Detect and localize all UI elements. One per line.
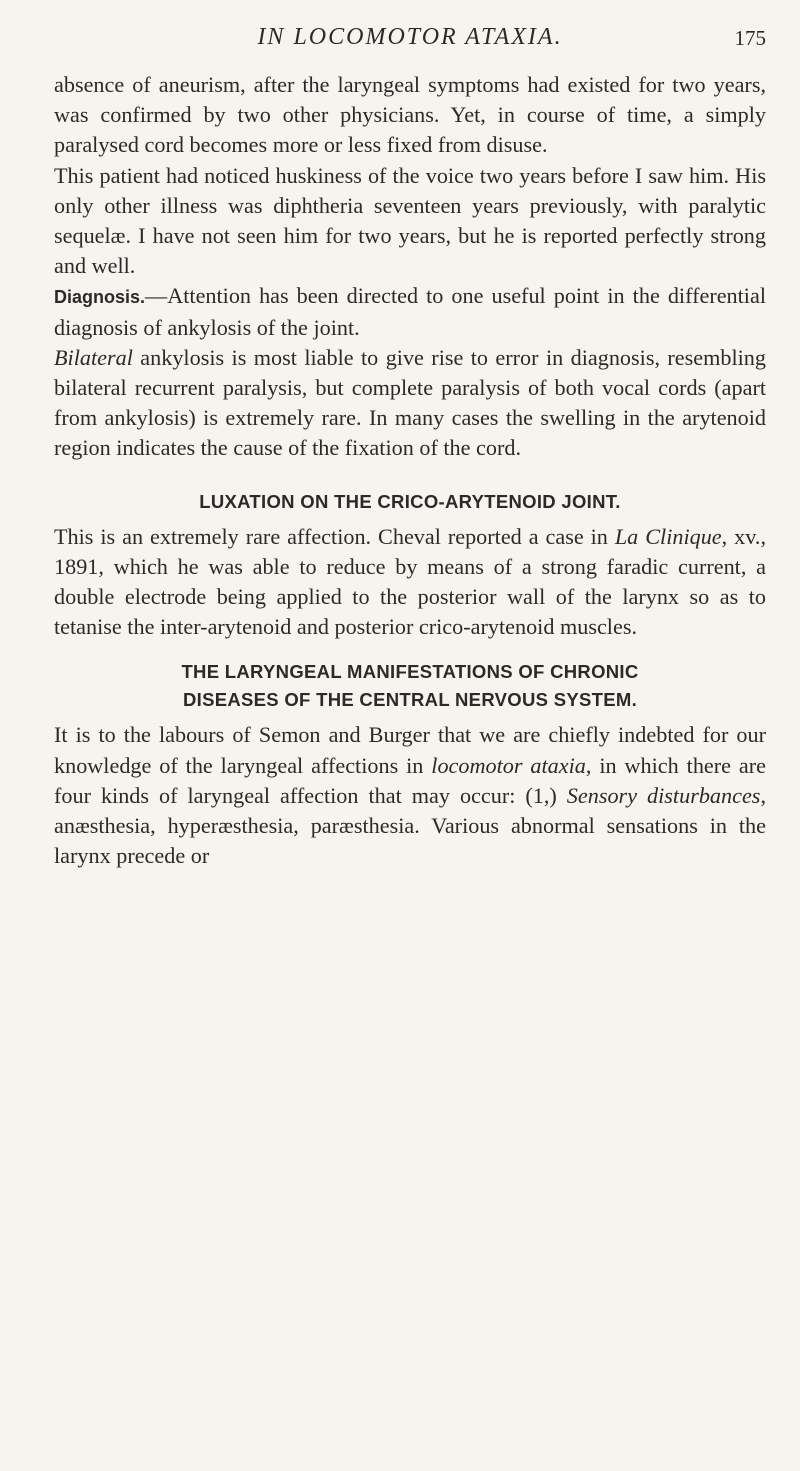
la-clinique-italic: La Clinique (614, 523, 722, 549)
bilateral-italic: Bilateral (54, 344, 133, 370)
running-title: IN LOCOMOTOR ATAXIA. (257, 24, 563, 50)
section-title-line-2: DISEASES OF THE CENTRAL NERVOUS SYSTEM. (182, 689, 638, 711)
locomotor-ataxia-italic: locomotor ataxia (431, 752, 586, 778)
diagnosis-side-head: Diagnosis. (54, 287, 146, 308)
running-head (54, 18, 766, 58)
paragraph-luxation (54, 522, 766, 643)
paragraph-patient-history: This patient had noticed huskiness of the voice two years before I saw him. His only other illness was diphtheria seventeen years previously, with paralytic sequelæ. I have not seen him for two years, but he is reported perfectly strong and well. (54, 162, 766, 279)
section-title-laryngeal-manifestations (54, 658, 766, 714)
body-text (54, 70, 766, 871)
page-number: 175 (734, 26, 766, 50)
section-title-luxation: LUXATION ON THE CRICO-ARYTENOID JOINT. (199, 490, 621, 512)
paragraph-semon-burger (54, 720, 766, 871)
bilateral-text: ankylosis is most liable to give rise to error in diagnosis, resembling bilateral recurrent paralysis, but complete paralysis of both vocal cords (apart from ankylosis) is extremely rare. In many cases the swelling in the arytenoid region indicates the cause of the fixation of the cord. (54, 344, 766, 461)
semon-text-a: It is to the labours of Semon and Burger that we are chiefly indebted for our knowledge of the laryngeal affections in (54, 722, 766, 778)
paragraph-bilateral (54, 343, 766, 464)
paragraph-diagnosis (54, 281, 766, 342)
diagnosis-text: —Attention has been directed to one useful point in the differential diagnosis of ankylosis of the joint. (54, 283, 766, 340)
luxation-text-a: This is an extremely rare affection. Cheval reported a case in (54, 523, 615, 549)
sensory-disturbances-italic: Sensory disturbances (566, 782, 761, 808)
paragraph-aneurism: absence of aneurism, after the laryngeal symptoms had existed for two years, was confirmed by two other physicians. Yet, in course of time, a simply paralysed cord becomes more or less fixed from disuse. (54, 72, 766, 158)
section-title-line-1: THE LARYNGEAL MANIFESTATIONS OF CHRONIC (181, 661, 639, 683)
luxation-text-b: , xv., 1891, which he was able to reduce by means of a strong faradic current, a double electrode being applied to the posterior wall of the larynx so as to tetanise the inter-arytenoid and posterior crico-arytenoid muscles. (54, 523, 766, 640)
semon-text-b: , in which there are four kinds of laryngeal affection that may occur: (1,) (54, 752, 766, 808)
semon-text-c: , anæsthesia, hyperæsthesia, paræsthesia. Various abnormal sensations in the larynx precede or (54, 782, 766, 869)
